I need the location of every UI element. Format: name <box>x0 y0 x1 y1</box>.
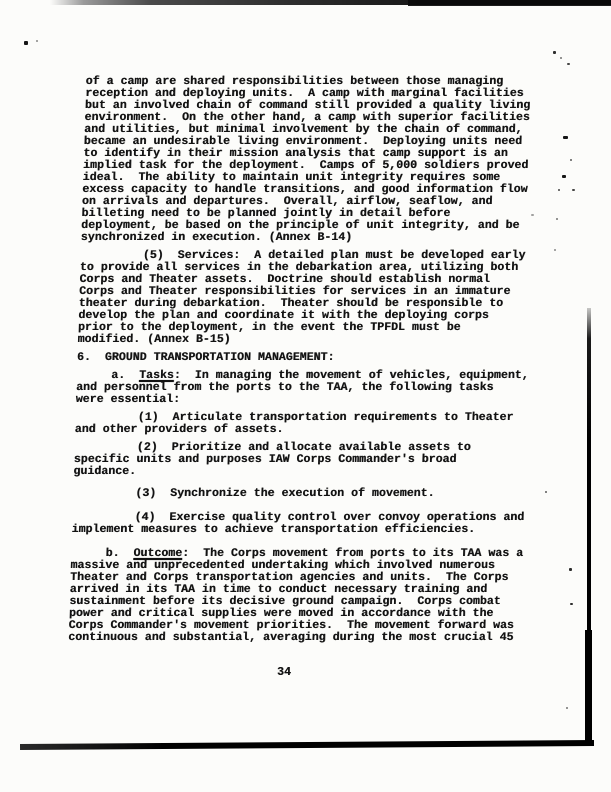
paragraph-tasks <box>75 370 601 406</box>
scan-speck <box>563 136 568 139</box>
page-number: 34 <box>277 666 291 679</box>
scan-edge-right-thick <box>585 630 592 746</box>
scan-speck <box>570 159 572 161</box>
scan-speck <box>553 51 556 54</box>
task-item-3: (3) Synchronize the execution of movement. <box>72 487 435 500</box>
document-text <box>0 70 611 650</box>
scan-speck <box>570 603 573 605</box>
scan-speck <box>567 63 570 65</box>
scan-speck <box>531 214 534 216</box>
paragraph-outcome <box>68 548 596 644</box>
scan-speck <box>569 568 572 571</box>
scan-speck <box>560 57 562 59</box>
section-heading-ground-transportation: 6. GROUND TRANSPORTATION MANAGEMENT: <box>76 351 335 364</box>
task-item-2: (2) Prioritize and allocate available assets to specific units and purposes IAW Corps Commander's broad guidance. <box>73 441 471 478</box>
paragraph-services: (5) Services: A detailed plan must be developed early to provide all services in the debarkation area, utilizing both Corps and Theater assets. Doctrine should establish normal Corps and Theater responsibilities for services in an immature theater during debarkation. Theater should be responsible to develop the plan and coordinate it with the deploying corps prior to the deployment, in the event the TPFDL must be modified. (Annex B-15) <box>77 249 526 346</box>
tasks-label: Tasks <box>138 369 175 382</box>
task-item-4: (4) Exercise quality control over convoy operations and implement measures to achieve transportation efficiencies. <box>71 511 525 536</box>
scan-speck <box>24 41 28 45</box>
paragraph-camp-responsibilities: of a camp are shared responsibilities between those managing reception and deploying units. A camp with marginal facilities but an involved chain of command still provided a quality living environment. On the other hand, a camp with superior facilities and utilities, but minimal involvement by the chain of command, became an undesirable living environment. Deploying units need to identify in their mission analysis that camp support is an implied task for the deployment. Camps of 5,000 soldiers proved ideal. The ability to maintain unit integrity requires some excess capacity to handle transitions, and good information flow on arrivals and departures. Overall, airflow, seaflow, and billeting need to be planned jointly in detail before deployment, be based on the principle of unit integrity, and be synchronized in execution. (Annex B-14) <box>80 75 531 244</box>
task-item-1: (1) Articulate transportation requirements to Theater and other providers of assets. <box>74 411 514 436</box>
tasks-text: : In managing the movement of vehicles, equipment, and personnel from the ports to the TAA, the following tasks were essential: <box>75 369 529 406</box>
scan-speck <box>558 189 560 191</box>
scan-speck <box>566 707 568 709</box>
scan-speck <box>545 491 547 493</box>
scan-speck <box>562 175 566 178</box>
scan-speck <box>554 249 556 251</box>
outcome-label: Outcome <box>133 547 183 560</box>
scan-speck <box>36 40 38 42</box>
scan-speck <box>572 189 575 191</box>
scan-edge-bottom <box>20 740 594 750</box>
scan-speck <box>556 218 558 220</box>
outcome-text: : The Corps movement from ports to its TAA was a massive and unprecedented undertaking which involved numerous Theater and Corps transportation agencies and units. The Corps arrived in its TAA in time to conduct necessary training and sustainment before its decisive ground campaign. Corps combat power and critical supplies were moved in accordance with the Corps Commander's movement priorities. The movement forward was continuous and substantial, averaging during the most crucial 45 <box>67 547 524 644</box>
scan-edge-top-dark <box>408 0 611 6</box>
tasks-prefix: a. <box>76 369 140 382</box>
outcome-prefix: b. <box>70 547 134 560</box>
